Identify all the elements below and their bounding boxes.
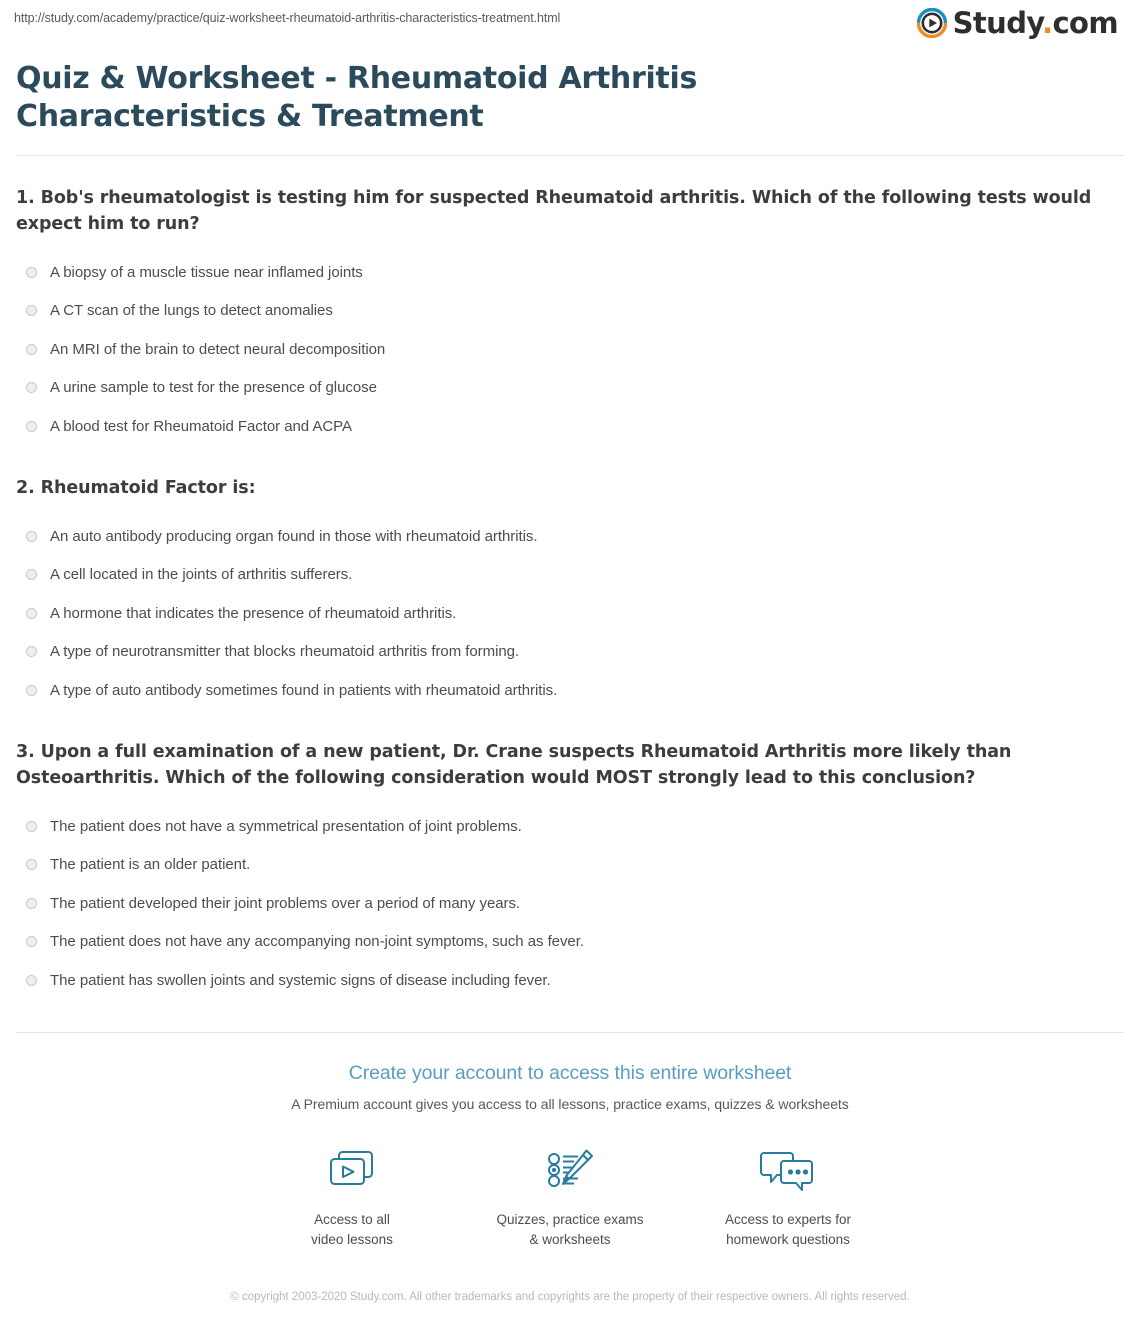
radio-button-icon[interactable]: [26, 608, 37, 619]
option-label: The patient does not have a symmetrical presentation of joint problems.: [50, 817, 522, 835]
question-block: [16, 710, 1124, 1000]
option-label: A biopsy of a muscle tissue near inflamed joints: [50, 263, 363, 281]
option-label: An MRI of the brain to detect neural decomposition: [50, 340, 386, 358]
option-row[interactable]: [16, 961, 1124, 1000]
option-row[interactable]: [16, 633, 1124, 672]
logo-tld: com: [1052, 5, 1118, 40]
feature-caption-line2: homework questions: [726, 1231, 850, 1247]
option-label: A hormone that indicates the presence of rheumatoid arthritis.: [50, 604, 457, 622]
radio-button-icon[interactable]: [26, 975, 37, 986]
radio-button-icon[interactable]: [26, 531, 37, 542]
browser-header: [0, 0, 1140, 52]
cta-heading[interactable]: Create your account to access this entire worksheet: [348, 1061, 792, 1084]
option-label: An auto antibody producing organ found in those with rheumatoid arthritis.: [50, 527, 538, 545]
feature-caption: [679, 1210, 897, 1249]
radio-button-icon[interactable]: [26, 267, 37, 278]
question-block: [16, 446, 1124, 710]
option-row[interactable]: [16, 923, 1124, 962]
radio-button-icon[interactable]: [26, 382, 37, 393]
option-label: A blood test for Rheumatoid Factor and ACPA: [50, 417, 352, 435]
option-row[interactable]: [16, 846, 1124, 885]
option-row[interactable]: [16, 807, 1124, 846]
radio-button-icon[interactable]: [26, 821, 37, 832]
option-row[interactable]: [16, 369, 1124, 408]
site-logo[interactable]: [917, 5, 1118, 40]
option-row[interactable]: [16, 594, 1124, 633]
option-label: A cell located in the joints of arthritis sufferers.: [50, 566, 353, 584]
feature-caption-line1: Quizzes, practice exams: [496, 1212, 644, 1228]
question-text: 1. Bob's rheumatologist is testing him for suspected Rheumatoid arthritis. Which of the following tests would expect him to run?: [16, 187, 1092, 234]
quiz-pencil-icon: [461, 1140, 679, 1200]
chat-bubbles-icon: [679, 1140, 897, 1200]
logo-dot: .: [1042, 5, 1053, 40]
copyright-text: © copyright 2003-2020 Study.com. All other trademarks and copyrights are the property of their respective owners. All rights reserved.: [230, 1291, 910, 1304]
feature-item-video-lessons: [243, 1140, 461, 1249]
options-list: [16, 253, 1124, 446]
option-row[interactable]: [16, 884, 1124, 923]
radio-button-icon[interactable]: [26, 859, 37, 870]
radio-button-icon[interactable]: [26, 646, 37, 657]
option-label: The patient developed their joint problems over a period of many years.: [50, 894, 521, 912]
radio-button-icon[interactable]: [26, 305, 37, 316]
logo-name: Study: [952, 5, 1043, 40]
radio-button-icon[interactable]: [26, 421, 37, 432]
radio-button-icon[interactable]: [26, 685, 37, 696]
option-label: A type of neurotransmitter that blocks rheumatoid arthritis from forming.: [50, 643, 520, 661]
feature-caption: [461, 1210, 679, 1249]
page-url: http://study.com/academy/practice/quiz-worksheet-rheumatoid-arthritis-characteristics-treatment.html: [14, 11, 561, 25]
page-title: Quiz & Worksheet - Rheumatoid Arthritis Characteristics & Treatment: [16, 61, 698, 135]
video-lessons-icon: [243, 1140, 461, 1200]
option-label: The patient is an older patient.: [50, 856, 251, 874]
cta-section: [0, 1033, 1140, 1307]
question-text: 3. Upon a full examination of a new patient, Dr. Crane suspects Rheumatoid Arthritis more likely than Osteoarthritis. Which of the following consideration would MOST strongly lead to this conclusion?: [16, 741, 1012, 788]
option-row[interactable]: [16, 556, 1124, 595]
feature-caption-line2: & worksheets: [529, 1231, 611, 1247]
feature-caption: [243, 1210, 461, 1249]
questions-list: [16, 156, 1124, 1000]
option-row[interactable]: [16, 253, 1124, 292]
options-list: [16, 807, 1124, 1000]
feature-list: [0, 1140, 1140, 1249]
radio-button-icon[interactable]: [26, 936, 37, 947]
options-list: [16, 517, 1124, 710]
feature-item-quizzes: [461, 1140, 679, 1249]
option-row[interactable]: [16, 671, 1124, 710]
option-row[interactable]: [16, 407, 1124, 446]
radio-button-icon[interactable]: [26, 569, 37, 580]
option-label: A type of auto antibody sometimes found in patients with rheumatoid arthritis.: [50, 681, 558, 699]
feature-caption-line2: video lessons: [311, 1231, 393, 1247]
cta-subheading: A Premium account gives you access to all lessons, practice exams, quizzes & worksheets: [291, 1096, 849, 1113]
radio-button-icon[interactable]: [26, 344, 37, 355]
question-text: 2. Rheumatoid Factor is:: [16, 477, 256, 498]
option-row[interactable]: [16, 292, 1124, 331]
play-circle-icon: [917, 8, 947, 38]
option-label: A CT scan of the lungs to detect anomalies: [50, 302, 333, 320]
feature-caption-line1: Access to experts for: [724, 1212, 852, 1228]
option-label: A urine sample to test for the presence of glucose: [50, 379, 377, 397]
option-row[interactable]: [16, 517, 1124, 556]
option-label: The patient has swollen joints and systemic signs of disease including fever.: [50, 971, 551, 989]
option-label: The patient does not have any accompanying non-joint symptoms, such as fever.: [50, 933, 584, 951]
question-block: [16, 156, 1124, 446]
option-row[interactable]: [16, 330, 1124, 369]
feature-caption-line1: Access to all: [314, 1212, 390, 1228]
logo-wordmark: [952, 5, 1118, 40]
radio-button-icon[interactable]: [26, 898, 37, 909]
feature-item-experts: [679, 1140, 897, 1249]
